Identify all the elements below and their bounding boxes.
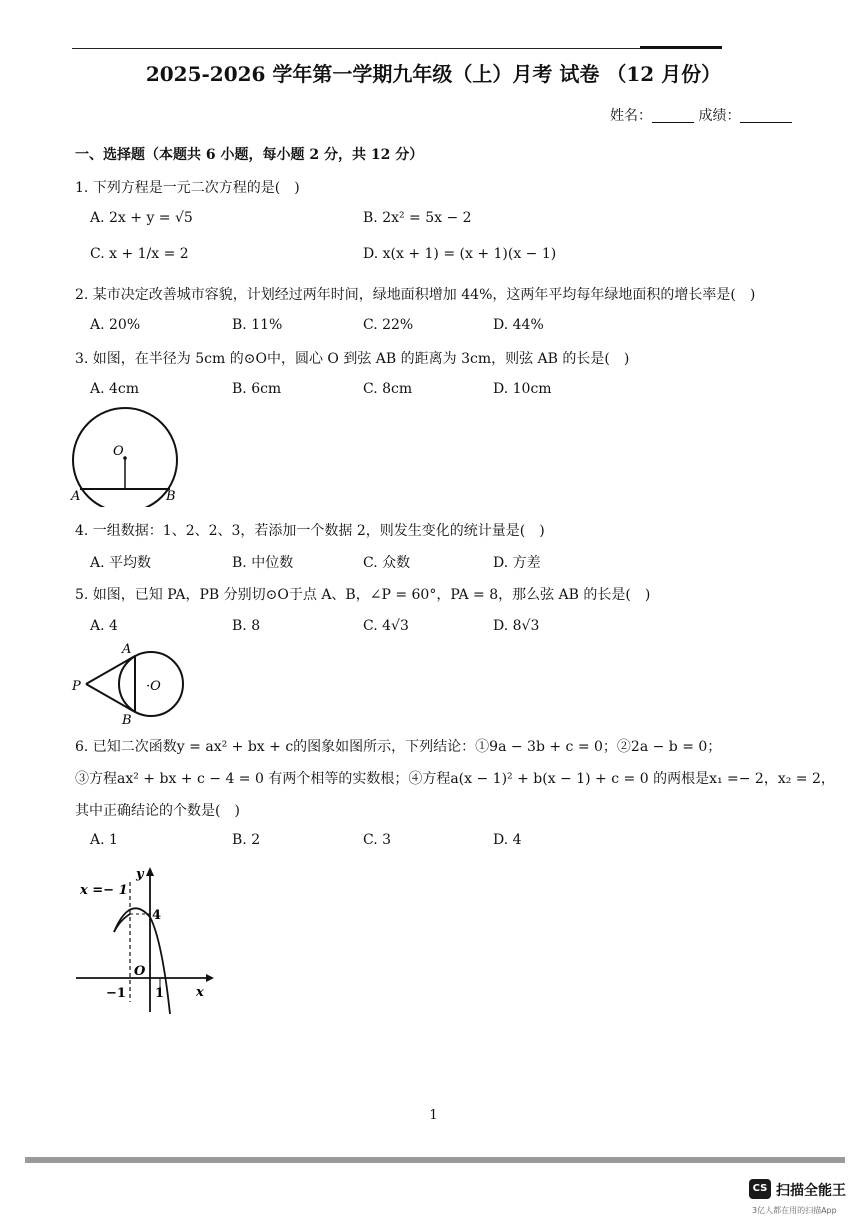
score-blank[interactable] — [740, 108, 792, 123]
q3-option-d[interactable]: D. 10cm — [493, 381, 552, 397]
y-axis-arrow — [146, 867, 154, 876]
question-4-stem: 4. 一组数据：1、2、2、3，若添加一个数据 2，则发生变化的统计量是( ) — [75, 523, 545, 539]
camscanner-logo-icon: CS — [749, 1179, 771, 1199]
label-a: A — [71, 489, 81, 504]
bottom-divider — [25, 1157, 845, 1163]
y-label: y — [136, 867, 144, 882]
q5-option-d[interactable]: D. 8√3 — [493, 618, 540, 634]
q2-option-d[interactable]: D. 44% — [493, 317, 544, 333]
x-label: x — [196, 985, 204, 1000]
page-number: 1 — [429, 1108, 438, 1123]
q6-parabola-figure — [72, 862, 222, 1022]
name-blank[interactable] — [652, 108, 694, 123]
name-label: 姓名： — [610, 108, 652, 124]
symmetry-label: x =− 1 — [80, 883, 128, 898]
q6-option-d[interactable]: D. 4 — [493, 832, 522, 848]
q4-option-b[interactable]: B. 中位数 — [232, 555, 294, 571]
y-intercept-label: 4 — [152, 908, 162, 923]
tangent-pb — [86, 684, 135, 712]
student-info — [610, 105, 792, 125]
q3-option-c[interactable]: C. 8cm — [363, 381, 413, 397]
question-5-stem: 5. 如图，已知 PA，PB 分别切⊙O于点 A、B，∠P = 60°，PA = 8，那么弦 AB 的长是( ) — [75, 587, 651, 603]
x-axis-arrow — [206, 974, 214, 982]
label-b: B — [122, 713, 132, 728]
q4-option-c[interactable]: C. 众数 — [363, 555, 411, 571]
label-a: A — [122, 642, 132, 657]
q6-option-b[interactable]: B. 2 — [232, 832, 261, 848]
q2-option-c[interactable]: C. 22% — [363, 317, 414, 333]
one-label: 1 — [155, 986, 165, 1001]
q5-option-a[interactable]: A. 4 — [90, 618, 118, 634]
q4-option-d[interactable]: D. 方差 — [493, 555, 541, 571]
q1-option-c[interactable]: C. x + 1/x = 2 — [90, 246, 189, 262]
q6-option-c[interactable]: C. 3 — [363, 832, 392, 848]
q2-option-a[interactable]: A. 20% — [90, 317, 141, 333]
watermark-name: 扫描全能王 — [776, 1183, 846, 1199]
q3-circle-figure — [66, 405, 188, 507]
section-heading: 一、选择题（本题共 6 小题，每小题 2 分，共 12 分） — [75, 147, 424, 163]
question-6-line-3: 其中正确结论的个数是( ) — [75, 803, 240, 819]
q1-option-d[interactable]: D. x(x + 1) = (x + 1)(x − 1) — [363, 246, 557, 262]
question-6-line-1: 6. 已知二次函数y = ax² + bx + c的图象如图所示，下列结论：①9a − 3b + c = 0；②2a − b = 0； — [75, 739, 722, 755]
tangent-pa — [86, 656, 135, 684]
question-1-stem: 1. 下列方程是一元二次方程的是( ) — [75, 180, 300, 196]
q3-option-b[interactable]: B. 6cm — [232, 381, 282, 397]
question-2-stem: 2. 某市决定改善城市容貌，计划经过两年时间，绿地面积增加 44%，这两年平均每年绿地面积的增长率是( ) — [75, 287, 756, 303]
label-o: ·O — [146, 679, 161, 694]
q5-tangent-figure — [66, 638, 190, 730]
label-o: O — [113, 444, 124, 459]
q4-option-a[interactable]: A. 平均数 — [90, 555, 152, 571]
top-rule — [72, 48, 722, 49]
watermark-subtitle: 3亿人都在用的扫描App — [752, 1206, 837, 1215]
q3-option-a[interactable]: A. 4cm — [90, 381, 140, 397]
label-p: P — [72, 679, 81, 694]
question-3-stem: 3. 如图，在半径为 5cm 的⊙O中，圆心 O 到弦 AB 的距离为 3cm，则弦 AB 的长是( ) — [75, 351, 630, 367]
score-label: 成绩： — [698, 108, 741, 124]
label-b: B — [166, 489, 176, 504]
q1-option-b[interactable]: B. 2x² = 5x − 2 — [363, 210, 472, 226]
q5-option-b[interactable]: B. 8 — [232, 618, 261, 634]
q5-option-c[interactable]: C. 4√3 — [363, 618, 409, 634]
q1-option-a[interactable]: A. 2x + y = √5 — [90, 210, 193, 226]
page-title: 2025-2026 学年第一学期九年级（上）月考 试卷 （12 月份） — [145, 62, 722, 86]
q6-option-a[interactable]: A. 1 — [90, 832, 118, 848]
neg-one-label: −1 — [106, 986, 126, 1001]
top-rule-mark — [640, 46, 722, 49]
origin-label: O — [134, 964, 146, 979]
q2-option-b[interactable]: B. 11% — [232, 317, 283, 333]
center-dot — [123, 456, 127, 460]
question-6-line-2: ③方程ax² + bx + c − 4 = 0 有两个相等的实数根；④方程a(x − 1)² + b(x − 1) + c = 0 的两根是x₁ =− 2，x₂ = 2， — [75, 771, 835, 787]
